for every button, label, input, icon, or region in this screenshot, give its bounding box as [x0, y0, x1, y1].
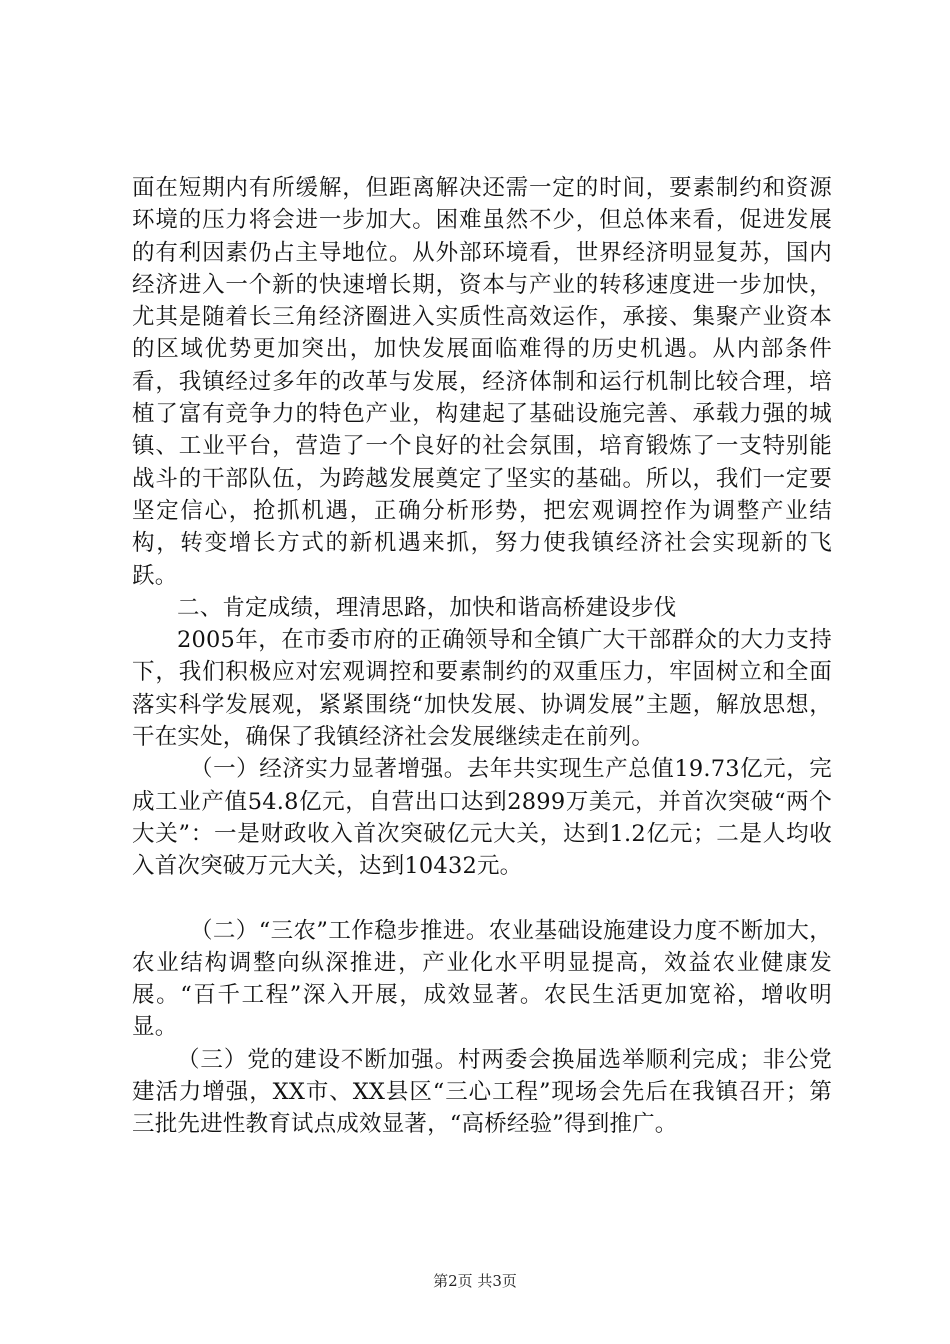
paragraph-outlook: 面在短期内有所缓解，但距离解决还需一定的时间，要素制约和资源环境的压力将会进一步加大。困难虽然不少，但总体来看，促进发展的有利因素仍占主导地位。从外部环境看，世界经济明显复苏，国内经济进入一个新的快速增长期，资本与产业的转移速度进一步加快，尤其是随着长三角经济圈进入实质性高效运作，承接、集聚产业资本的区域优势更加突出，加快发展面临难得的历史机遇。从内部条件看，我镇经过多年的改革与发展，经济体制和运行机制比较合理，培植了富有竞争力的特色产业，构建起了基础设施完善、承载力强的城镇、工业平台，营造了一个良好的社会氛围，培育锻炼了一支特别能战斗的干部队伍，为跨越发展奠定了坚实的基础。所以，我们一定要坚定信心，抢抓机遇，正确分析形势，把宏观调控作为调整产业结构，转变增长方式的新机遇来抓，努力使我镇经济社会实现新的飞跃。: [132, 175, 832, 589]
paragraph-2005-summary: 2005年，在市委市府的正确领导和全镇广大干部群众的大力支持下，我们积极应对宏观调控和要素制约的双重压力，牢固树立和全面落实科学发展观，紧紧围绕“加快发展、协调发展”主题，解放思想，干在实处，确保了我镇经济社会发展继续走在前列。: [132, 627, 832, 751]
document-body: [132, 172, 832, 1141]
paragraph-party-building: （三）党的建设不断加强。村两委会换届选举顺利完成；非公党建活力增强，XX市、XX县区“三心工程”现场会先后在我镇召开；第三批先进性教育试点成效显著，“高桥经验”得到推广。: [132, 1046, 832, 1138]
section-heading-two: 二、肯定成绩，理清思路，加快和谐高桥建设步伐: [177, 594, 677, 621]
page-number-footer: 第2页 共3页: [433, 1272, 517, 1290]
paragraph-agriculture: （二）“三农”工作稳步推进。农业基础设施建设力度不断加大，农业结构调整向纵深推进，产业化水平明显提高，效益农业健康发展。“百千工程”深入开展，成效显著。农民生活更加宽裕，增收明显。: [132, 917, 832, 1041]
paragraph-economy: （一）经济实力显著增强。去年共实现生产总值19.73亿元，完成工业产值54.8亿元，自营出口达到2899万美元，并首次突破“两个大关”：一是财政收入首次突破亿元大关，达到1.2亿元；二是人均收入首次突破万元大关，达到10432元。: [132, 756, 832, 880]
paragraph-spacer: [132, 883, 832, 915]
